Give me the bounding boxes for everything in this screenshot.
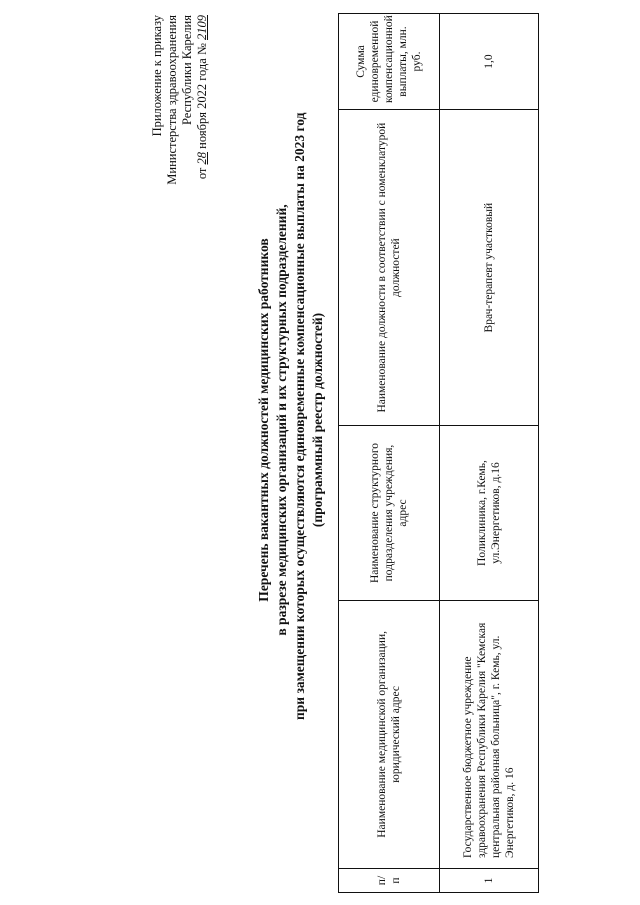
table-row xyxy=(440,14,539,893)
order-note-line: Министерства здравоохранения xyxy=(165,15,179,185)
title-line: Перечень вакантных должностей медицинских работников xyxy=(256,238,271,602)
header-sum: Сумма единовременной компенсационной выплаты, млн. руб. xyxy=(339,14,440,110)
order-note-date-line xyxy=(195,15,210,215)
document-title xyxy=(255,112,327,720)
cell-sum: 1,0 xyxy=(440,14,539,110)
title-line: (программный реестр должностей) xyxy=(310,312,325,528)
header-subdivision: Наименование структурного подразделения учреждения, адрес xyxy=(339,426,440,600)
cell-position: Врач-терапевт участковый xyxy=(440,110,539,426)
table-header-row xyxy=(339,14,440,893)
order-note-line: Приложение к приказу xyxy=(150,15,164,137)
title-line: в разрезе медицинских организаций и их структурных подразделений, xyxy=(274,204,289,636)
order-note-middle: ноября 2022 года № xyxy=(195,43,209,149)
cell-num: 1 xyxy=(440,869,539,893)
order-note-line: Республики Карелия xyxy=(180,15,194,126)
header-org: Наименование медицинской организации, юридический адрес xyxy=(339,600,440,868)
positions-table xyxy=(338,13,539,893)
order-day: 28 xyxy=(195,151,209,165)
cell-subdivision: Поликлиника, г.Кемь, ул.Энергетиков, д.16 xyxy=(440,426,539,600)
order-number: 2109 xyxy=(195,15,209,40)
order-attachment-note xyxy=(150,15,210,215)
header-num: п/п xyxy=(339,869,440,893)
header-position: Наименование должности в соответствии с номенклатурой должностей xyxy=(339,110,440,426)
title-line: при замещении которых осуществляются единовременные компенсационные выплаты на 2023 год xyxy=(292,112,307,720)
cell-org: Государственное бюджетное учреждение здравоохранения Республики Карелия "Кемская центральная районная больница", г. Кемь, ул. Энергетиков, д. 16 xyxy=(440,600,539,868)
order-note-prefix: от xyxy=(195,167,209,180)
